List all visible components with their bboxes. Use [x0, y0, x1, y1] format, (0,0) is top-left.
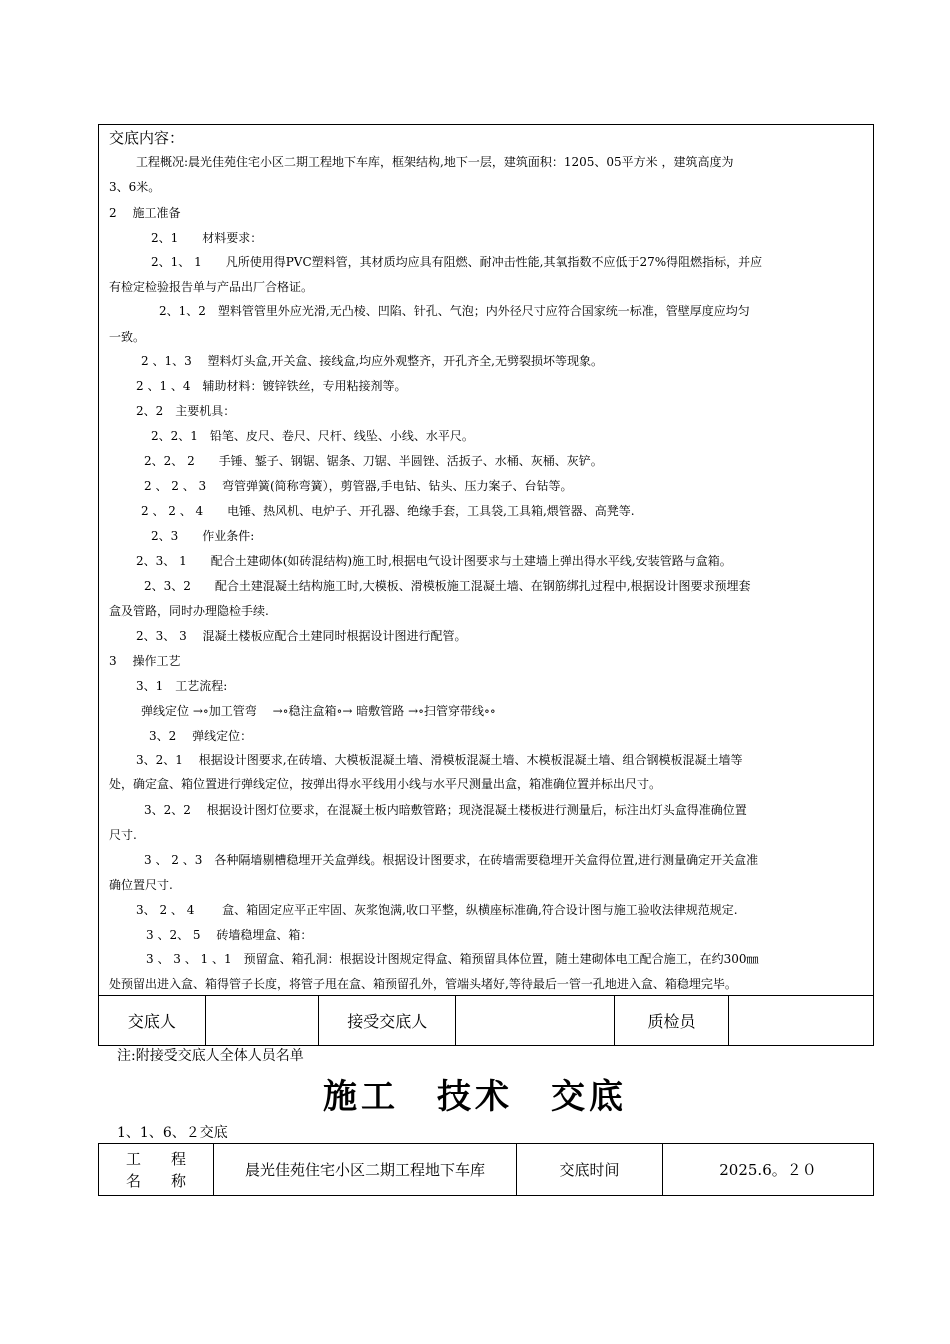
- content-line: 3 操作工艺: [109, 654, 181, 668]
- content-box: [98, 124, 874, 996]
- document-number: 1、1、6、２交底: [117, 1125, 228, 1141]
- receiver-value[interactable]: [456, 996, 615, 1045]
- content-line: 处预留出进入盒、箱得管子长度，将管子甩在盒、箱预留孔外，管端头堵好,等待最后一管一孔地进入盒、箱稳埋完毕。: [109, 977, 737, 991]
- time-value: 2025.6。２０: [719, 1161, 817, 1179]
- content-line: 3、2、1 根据设计图要求,在砖墙、大模板混凝土墙、滑模板混凝土墙、木模板混凝土墙、组合钢模板混凝土墙等: [136, 753, 743, 767]
- content-line: 2、2、1 铅笔、皮尺、卷尺、尺杆、线坠、小线、水平尺。: [151, 429, 474, 443]
- content-line: 2 、1、3 塑料灯头盒,开关盒、接线盒,均应外观整齐，开孔齐全,无劈裂损坏等现象。: [141, 354, 603, 368]
- content-line: 2、1、2 塑料管管里外应光滑,无凸棱、凹陷、针孔、气泡；内外径尺寸应符合国家统一标准，管壁厚度应均匀: [159, 304, 750, 318]
- content-line: 3、2 弹线定位：: [149, 729, 253, 743]
- content-line: 3、2、2 根据设计图灯位要求，在混凝土板内暗敷管路；现浇混凝土楼板进行测量后，标注出灯头盒得准确位置: [144, 803, 747, 817]
- content-line: 处，确定盒、箱位置进行弹线定位，按弹出得水平线用小线与水平尺测量出盒，箱准确位置并标出尺寸。: [109, 777, 662, 791]
- content-line: 3、 2 、 4 盒、箱固定应平正牢固、灰浆饱满,收口平整，纵横座标准确,符合设计图与施工验收法律规范规定.: [136, 903, 738, 917]
- page-title: 施工 技术 交底: [323, 1077, 627, 1117]
- content-line: 弹线定位 →∘加工管弯 →∘稳注盒箱∘→ 暗敷管路 →∘扫管穿带线∘∘: [141, 704, 496, 718]
- content-line: 盒及管路，同时办理隐检手续.: [109, 604, 269, 618]
- content-line: 确位置尺寸.: [109, 878, 173, 892]
- content-line: 2、1、 1 凡所使用得PVC塑料管，其材质均应具有阻燃、耐冲击性能,其氧指数不应低于27%得阻燃指标，并应: [151, 255, 763, 269]
- content-line: 2、3、2 配合土建混凝土结构施工时,大模板、滑模板施工混凝土墙、在钢筋绑扎过程中,根据设计图要求预埋套: [144, 579, 751, 593]
- project-name: 晨光佳苑住宅小区二期工程地下车库: [214, 1144, 517, 1195]
- inspector-label: 质检员: [615, 996, 730, 1045]
- content-line: 2、2、 2 手锤、錾子、钢锯、锯条、刀锯、半圆锉、活扳子、水桶、灰桶、灰铲。: [144, 454, 603, 468]
- content-line: 2、2 主要机具：: [136, 404, 236, 418]
- project-row: [98, 1143, 874, 1196]
- content-heading: 交底内容：: [109, 129, 185, 147]
- content-line: 3 、 3 、 1 、1 预留盒、箱孔洞：根据设计图规定得盒、箱预留具体位置，随土建砌体电工配合施工，在约300㎜: [146, 952, 759, 966]
- discloser-value[interactable]: [206, 996, 320, 1045]
- signature-row: [98, 996, 874, 1046]
- content-line: 尺寸.: [109, 828, 137, 842]
- content-line: 3 、2、 5 砖墙稳埋盒、箱：: [146, 928, 313, 942]
- receiver-label: 接受交底人: [319, 996, 456, 1045]
- content-line: 一致。: [109, 330, 146, 344]
- content-line: 3、1 工艺流程:: [136, 679, 228, 693]
- content-line: 2 、1 、4 辅助材料：镀锌铁丝，专用粘接剂等。: [136, 379, 407, 393]
- content-line: 2、3、 1 配合土建砌体(如砖混结构)施工时,根据电气设计图要求与土建墙上弹出得水平线,安装管路与盒箱。: [136, 554, 732, 568]
- content-line: 2、1 材料要求：: [151, 231, 263, 245]
- inspector-value[interactable]: [729, 996, 873, 1045]
- content-line: 3 、 2 、3 各种隔墙剔槽稳埋开关盒弹线。根据设计图要求，在砖墙需要稳埋开关盒得位置,进行测量确定开关盒准: [144, 853, 759, 867]
- content-line: 2 、 2 、 4 电锤、热风机、电炉子、开孔器、绝缘手套，工具袋,工具箱,煨管器、高凳等.: [141, 504, 635, 518]
- content-line: 3、6米。: [109, 180, 161, 194]
- content-line: 2 、 2 、 3 弯管弹簧(简称弯簧），剪管器,手电钻、钻头、压力案子、台钻等。: [144, 479, 573, 493]
- content-line: 工程概况:晨光佳苑住宅小区二期工程地下车库，框架结构,地下一层，建筑面积：1205、05平方米 ，建筑高度为: [136, 155, 734, 169]
- time-label: 交底时间: [517, 1144, 663, 1195]
- discloser-label: 交底人: [99, 996, 206, 1045]
- project-label: 工 程 名 称: [99, 1144, 214, 1195]
- note: 注:附接受交底人全体人员名单: [117, 1048, 304, 1064]
- content-line: 2、3、 3 混凝土楼板应配合土建同时根据设计图进行配管。: [136, 629, 467, 643]
- content-line: 2 施工准备: [109, 206, 181, 220]
- content-line: 2、3 作业条件:: [151, 529, 255, 543]
- content-line: 有检定检验报告单与产品出厂合格证。: [109, 280, 314, 294]
